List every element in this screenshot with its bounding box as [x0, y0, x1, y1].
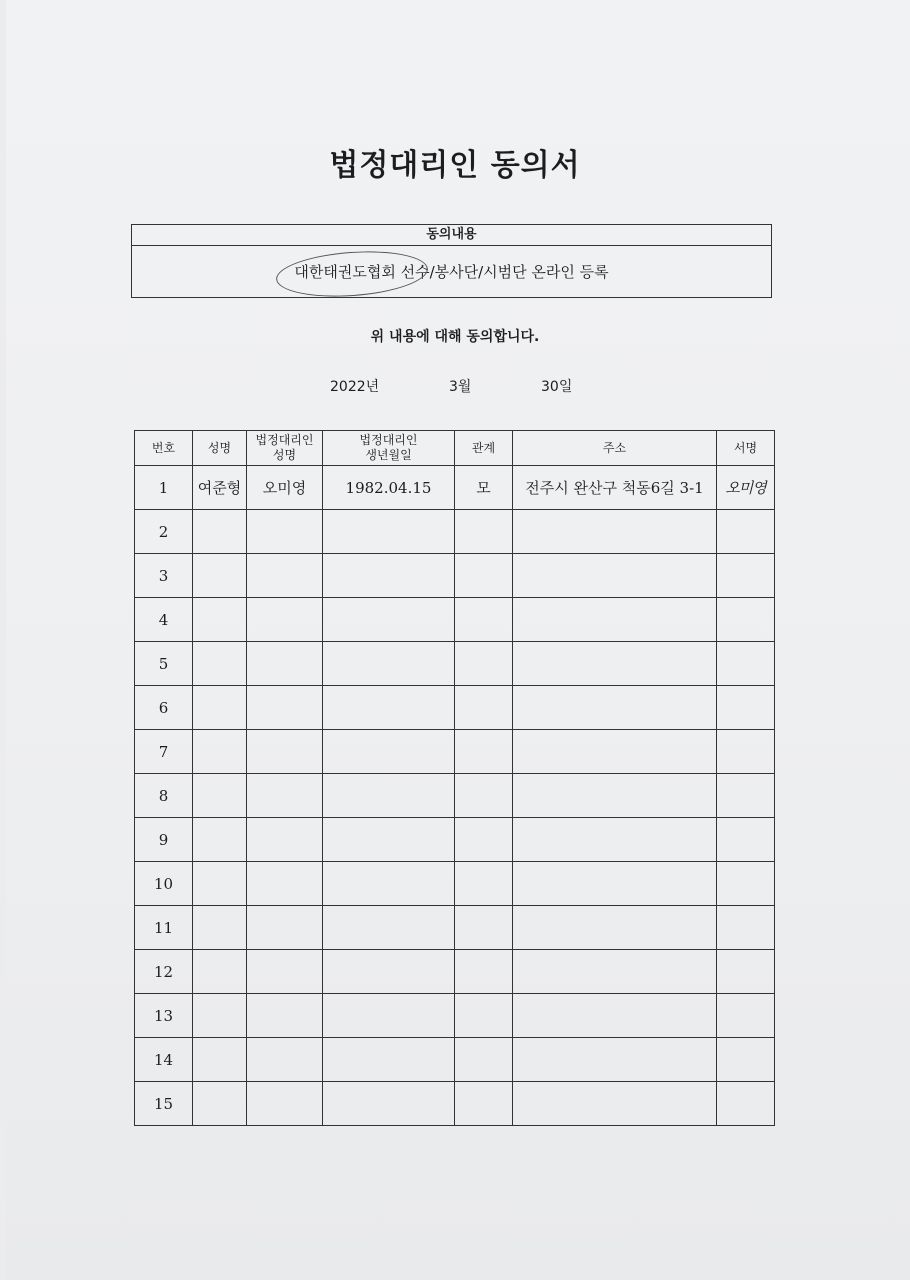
cell-signature [717, 774, 775, 818]
cell-no: 9 [135, 818, 193, 862]
cell-address: 전주시 완산구 척동6길 3-1 [513, 466, 717, 510]
cell-no: 10 [135, 862, 193, 906]
header-signature: 서명 [717, 431, 775, 466]
header-relation: 관계 [455, 431, 513, 466]
cell-address [513, 554, 717, 598]
cell-no: 4 [135, 598, 193, 642]
cell-guardian-name [247, 950, 323, 994]
cell-signature [717, 642, 775, 686]
cell-relation [455, 818, 513, 862]
table-row [135, 510, 775, 554]
cell-relation [455, 730, 513, 774]
cell-signature [717, 598, 775, 642]
cell-signature: 오미영 [717, 466, 775, 510]
header-guardian-name [247, 431, 323, 466]
cell-name [193, 510, 247, 554]
cell-name [193, 554, 247, 598]
cell-address [513, 818, 717, 862]
cell-address [513, 994, 717, 1038]
cell-signature [717, 818, 775, 862]
cell-relation [455, 510, 513, 554]
cell-guardian-dob [323, 730, 455, 774]
cell-name [193, 950, 247, 994]
header-guardian-dob-line2: 생년월일 [365, 448, 412, 462]
cell-no: 11 [135, 906, 193, 950]
cell-no: 1 [135, 466, 193, 510]
table-row [135, 642, 775, 686]
cell-guardian-dob [323, 642, 455, 686]
table-row [135, 686, 775, 730]
cell-guardian-dob [323, 818, 455, 862]
table-row [135, 774, 775, 818]
cell-guardian-dob [323, 554, 455, 598]
cell-address [513, 1038, 717, 1082]
cell-signature [717, 906, 775, 950]
cell-relation [455, 906, 513, 950]
header-guardian-dob-line1: 법정대리인 [359, 433, 418, 447]
cell-guardian-name [247, 1038, 323, 1082]
header-name: 성명 [193, 431, 247, 466]
table-row [135, 818, 775, 862]
cell-guardian-dob: 1982.04.15 [323, 466, 455, 510]
consent-box [131, 224, 772, 298]
cell-no: 3 [135, 554, 193, 598]
date-day: 30일 [541, 379, 573, 395]
cell-guardian-dob [323, 1038, 455, 1082]
cell-signature [717, 554, 775, 598]
table-row [135, 994, 775, 1038]
cell-guardian-name [247, 730, 323, 774]
cell-no: 7 [135, 730, 193, 774]
cell-address [513, 862, 717, 906]
cell-guardian-name [247, 642, 323, 686]
table-row [135, 950, 775, 994]
guardian-table [134, 430, 775, 1126]
cell-guardian-name: 오미영 [247, 466, 323, 510]
cell-guardian-name [247, 862, 323, 906]
cell-guardian-name [247, 994, 323, 1038]
cell-signature [717, 510, 775, 554]
cell-guardian-dob [323, 774, 455, 818]
cell-guardian-name [247, 510, 323, 554]
cell-address [513, 598, 717, 642]
cell-guardian-dob [323, 950, 455, 994]
cell-name [193, 730, 247, 774]
cell-guardian-name [247, 554, 323, 598]
cell-name [193, 1082, 247, 1126]
cell-signature [717, 994, 775, 1038]
cell-name [193, 818, 247, 862]
cell-no: 12 [135, 950, 193, 994]
cell-signature [717, 950, 775, 994]
cell-relation [455, 1038, 513, 1082]
table-header-row [135, 431, 775, 466]
cell-address [513, 774, 717, 818]
cell-signature [717, 1082, 775, 1126]
header-guardian-name-line2: 성명 [272, 448, 297, 462]
table-row [135, 1082, 775, 1126]
cell-relation [455, 994, 513, 1038]
cell-name: 여준형 [193, 466, 247, 510]
cell-address [513, 950, 717, 994]
cell-guardian-name [247, 774, 323, 818]
cell-no: 13 [135, 994, 193, 1038]
date-month: 3월 [449, 379, 472, 395]
cell-address [513, 686, 717, 730]
cell-relation [455, 598, 513, 642]
cell-guardian-name [247, 818, 323, 862]
cell-relation [455, 642, 513, 686]
cell-guardian-dob [323, 510, 455, 554]
cell-name [193, 774, 247, 818]
header-guardian-dob [323, 431, 455, 466]
cell-no: 5 [135, 642, 193, 686]
header-address: 주소 [513, 431, 717, 466]
cell-address [513, 1082, 717, 1126]
table-row [135, 1038, 775, 1082]
cell-name [193, 598, 247, 642]
cell-name [193, 642, 247, 686]
table-row [135, 598, 775, 642]
agreement-statement: 위 내용에 대해 동의합니다. [370, 329, 540, 345]
document-title: 법정대리인 동의서 [329, 148, 581, 183]
cell-signature [717, 862, 775, 906]
cell-relation [455, 774, 513, 818]
cell-guardian-dob [323, 1082, 455, 1126]
cell-guardian-dob [323, 994, 455, 1038]
cell-name [193, 686, 247, 730]
cell-guardian-dob [323, 686, 455, 730]
cell-signature [717, 686, 775, 730]
table-row [135, 554, 775, 598]
cell-guardian-dob [323, 598, 455, 642]
cell-guardian-dob [323, 862, 455, 906]
date-year: 2022년 [330, 379, 380, 395]
cell-no: 6 [135, 686, 193, 730]
cell-relation [455, 862, 513, 906]
cell-address [513, 906, 717, 950]
cell-name [193, 1038, 247, 1082]
cell-name [193, 994, 247, 1038]
table-row [135, 730, 775, 774]
cell-address [513, 642, 717, 686]
cell-guardian-dob [323, 906, 455, 950]
header-no: 번호 [135, 431, 193, 466]
consent-header: 동의내용 [132, 225, 771, 246]
cell-no: 2 [135, 510, 193, 554]
table-row [135, 906, 775, 950]
cell-relation [455, 1082, 513, 1126]
cell-name [193, 862, 247, 906]
cell-address [513, 510, 717, 554]
cell-no: 14 [135, 1038, 193, 1082]
cell-address [513, 730, 717, 774]
header-guardian-name-line1: 법정대리인 [255, 433, 314, 447]
cell-relation: 모 [455, 466, 513, 510]
table-row [135, 466, 775, 510]
consent-content: 대한태권도협회 선수/봉사단/시범단 온라인 등록 [294, 263, 609, 281]
cell-name [193, 906, 247, 950]
cell-relation [455, 950, 513, 994]
cell-relation [455, 686, 513, 730]
cell-signature [717, 1038, 775, 1082]
cell-guardian-name [247, 686, 323, 730]
cell-relation [455, 554, 513, 598]
cell-no: 15 [135, 1082, 193, 1126]
cell-guardian-name [247, 906, 323, 950]
cell-signature [717, 730, 775, 774]
table-row [135, 862, 775, 906]
cell-no: 8 [135, 774, 193, 818]
cell-guardian-name [247, 1082, 323, 1126]
cell-guardian-name [247, 598, 323, 642]
